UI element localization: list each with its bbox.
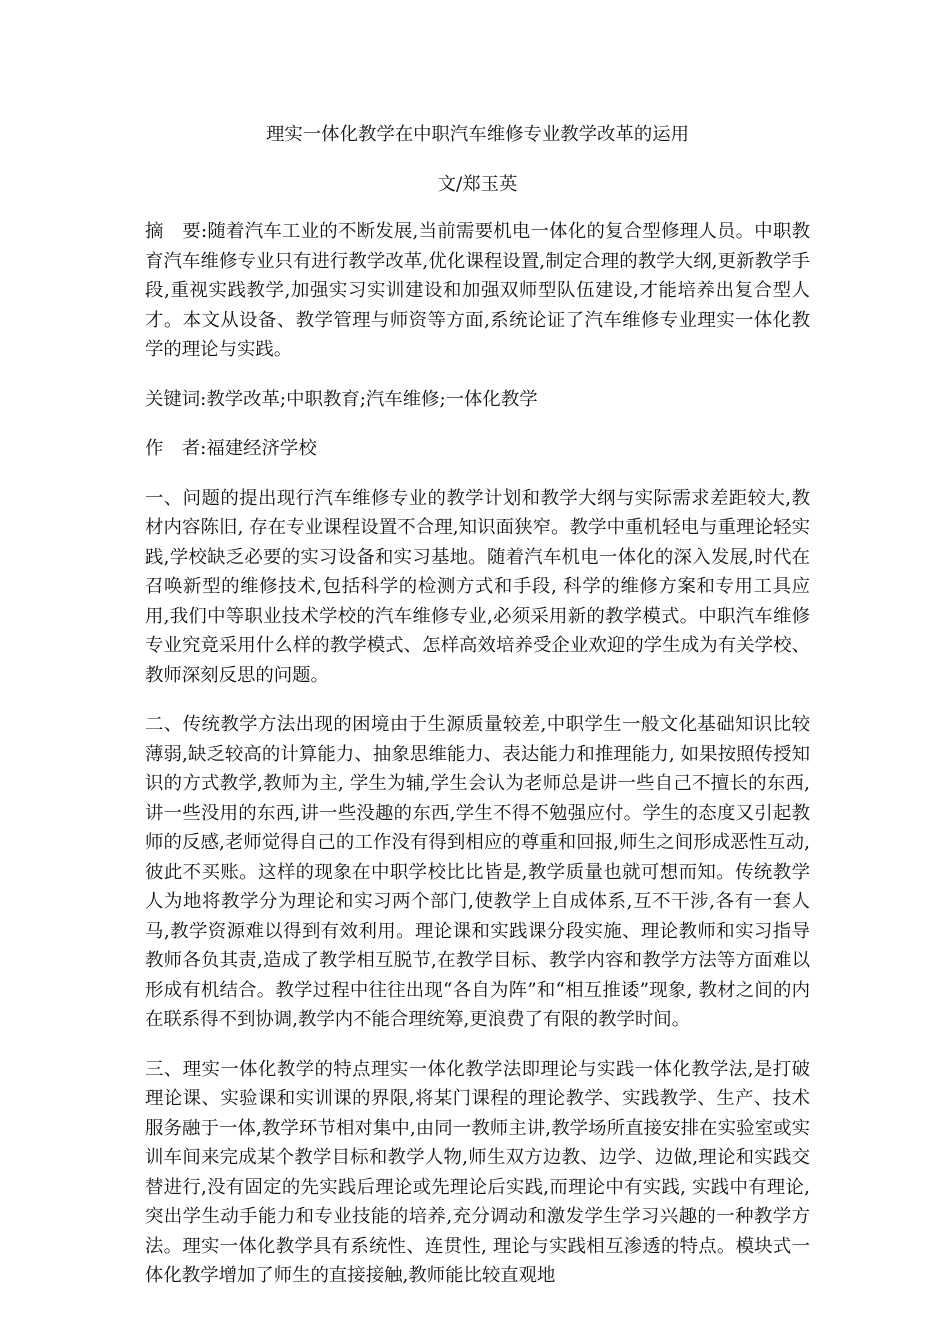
article-title: 理实一体化教学在中职汽车维修专业教学改革的运用 — [266, 124, 689, 145]
article-author: 文/郑玉英 — [437, 173, 518, 195]
section-2-paragraph: 二、传统教学方法出现的困境由于生源质量较差,中职学生一般文化基础知识比较薄弱,缺乏较高的计算能力、抽象思维能力、表达能力和推理能力, 如果按照传授知识的方式教学,教师为主, 学生为辅,学生会认为老师总是讲一些自己不擅长的东西,讲一些没用的东西,讲一些没趣的东西,学生不得不勉强应付。学生的态度又引起教师的反感,老师觉得自己的工作没有得到相应的尊重和回报,师生之间形成恶性互动,彼此不买账。这样的现象在中职学校比比皆是,教学质量也就可想而知。传统教学人为地将教学分为理论和实习两个部门,使教学上自成体系,互不干涉,各有一套人马,教学资源难以得到有效利用。理论课和实践课分段实施、理论教师和实习指导教师各负其责,造成了教学相互脱节,在教学目标、教学内容和教学方法等方面难以形成有机结合。教学过程中往往出现“各自为阵”和“相互推诿”现象, 教材之间的内在联系得不到协调,教学内不能合理统筹,更浪费了有限的教学时间。 — [145, 714, 810, 1030]
abstract-paragraph: 摘 要:随着汽车工业的不断发展,当前需要机电一体化的复合型修理人员。中职教育汽车维修专业只有进行教学改革,优化课程设置,制定合理的教学大纲,更新教学手段,重视实践教学,加强实习实训建设和加强双师型队伍建设,才能培养出复合型人才。本文从设备、教学管理与师资等方面,系统论证了汽车维修专业理实一体化教学的理论与实践。 — [145, 221, 810, 360]
keywords-line: 关键词:教学改革;中职教育;汽车维修;一体化教学 — [145, 388, 538, 410]
affiliation-line: 作 者:福建经济学校 — [145, 438, 317, 459]
document-page — [145, 120, 810, 1311]
section-1-paragraph: 一、问题的提出现行汽车维修专业的教学计划和教学大纲与实际需求差距较大,教材内容陈旧, 存在专业课程设置不合理,知识面狭窄。教学中重机轻电与重理论轻实践,学校缺乏必要的实习设备和实习基地。随着汽车机电一体化的深入发展,时代在召唤新型的维修技术,包括科学的检测方式和手段, 科学的维修方案和专用工具应用,我们中等职业技术学校的汽车维修专业,必须采用新的教学模式。中职汽车维修专业究竟采用什么样的教学模式、怎样高效培养受企业欢迎的学生成为有关学校、教师深刻反思的问题。 — [145, 487, 810, 686]
section-3-paragraph: 三、理实一体化教学的特点理实一体化教学法即理论与实践一体化教学法,是打破理论课、实验课和实训课的界限,将某门课程的理论教学、实践教学、生产、技术服务融于一体,教学环节相对集中,由同一教师主讲,教学场所直接安排在实验室或实训车间来完成某个教学目标和教学人物,师生双方边教、边学、边做,理论和实践交替进行,没有固定的先实践后理论或先理论后实践,而理论中有实践, 实践中有理论,突出学生动手能力和专业技能的培养,充分调动和激发学生学习兴趣的一种教学方法。理实一体化教学具有系统性、连贯性, 理论与实践相互渗透的特点。模块式一体化教学增加了师生的直接接触,教师能比较直观地 — [145, 1058, 810, 1286]
